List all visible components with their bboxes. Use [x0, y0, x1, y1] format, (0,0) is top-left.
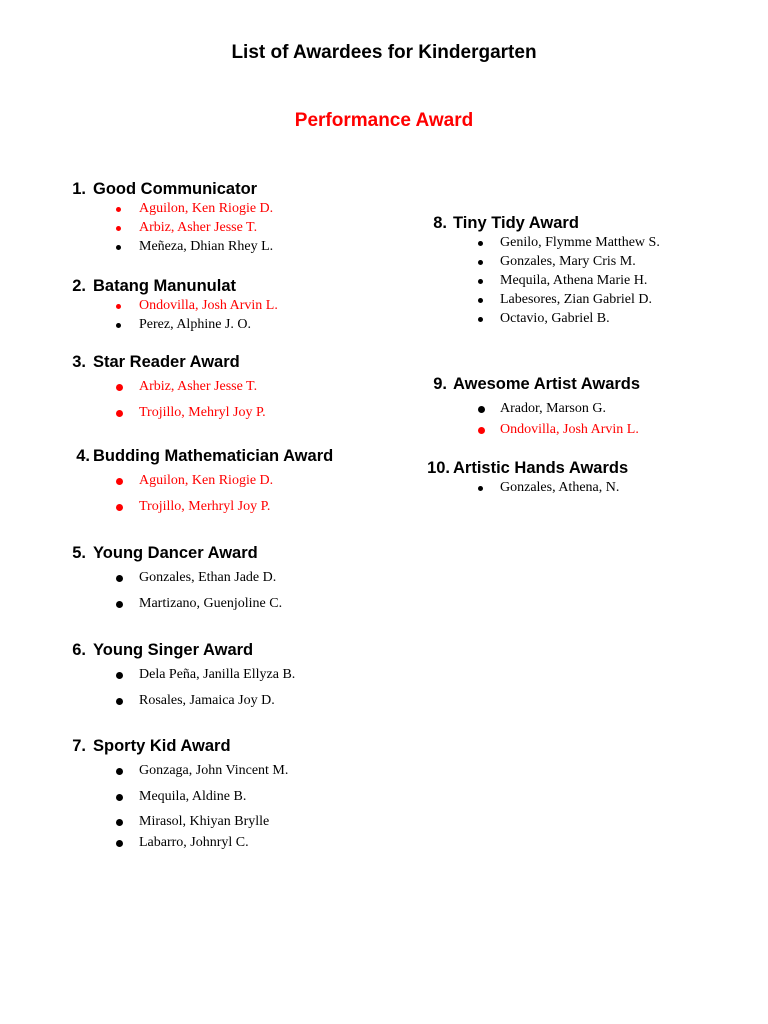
bullet-icon: [116, 226, 121, 231]
award-heading: [68, 275, 236, 297]
award-number: 10.: [427, 459, 450, 477]
award-section: [68, 735, 289, 850]
awardee-name: Ondovilla, Josh Arvin L.: [500, 422, 639, 437]
award-number: 7.: [72, 737, 86, 755]
awardee-name: Arador, Marson G.: [500, 401, 606, 416]
awardee-name: Octavio, Gabriel B.: [500, 311, 610, 326]
award-title: Star Reader Award: [93, 353, 240, 371]
award-heading: [68, 178, 258, 200]
bullet-icon: [116, 478, 123, 485]
awardee-name: Rosales, Jamaica Joy D.: [139, 693, 275, 708]
awardee-name: Meñeza, Dhian Rhey L.: [139, 239, 274, 254]
bullet-icon: [116, 840, 123, 847]
award-number: 5.: [72, 544, 86, 562]
award-heading: [429, 373, 641, 395]
award-title: Batang Manunulat: [93, 277, 236, 295]
award-section: [68, 178, 274, 254]
bullet-icon: [478, 406, 485, 413]
awardee-name: Ondovilla, Josh Arvin L.: [139, 298, 278, 313]
bullet-icon: [478, 486, 483, 491]
award-section: [68, 639, 296, 708]
awardee-name: Aguilon, Ken Riogie D.: [139, 473, 274, 488]
award-number: 2.: [72, 277, 86, 295]
awardee-name: Trojillo, Mehryl Joy P.: [139, 405, 266, 420]
bullet-icon: [116, 794, 123, 801]
award-heading: [424, 457, 629, 479]
bullet-icon: [116, 384, 123, 391]
bullet-icon: [478, 279, 483, 284]
document-title: List of Awardees for Kindergarten: [231, 42, 537, 63]
bullet-icon: [478, 317, 483, 322]
awardee-name: Mequila, Athena Marie H.: [500, 273, 648, 288]
award-title: Good Communicator: [93, 180, 258, 198]
bullet-icon: [116, 245, 121, 250]
award-number: 8.: [433, 214, 447, 232]
awardee-name: Genilo, Flymme Matthew S.: [500, 235, 660, 250]
award-heading: [68, 639, 254, 661]
award-section: [429, 212, 660, 326]
award-heading: [68, 351, 240, 373]
bullet-icon: [478, 241, 483, 246]
bullet-icon: [116, 323, 121, 328]
award-title: Tiny Tidy Award: [453, 214, 579, 232]
award-number: 3.: [72, 353, 86, 371]
bullet-icon: [116, 601, 123, 608]
bullet-icon: [116, 575, 123, 582]
award-heading: [68, 542, 258, 564]
awardee-name: Dela Peña, Janilla Ellyza B.: [139, 667, 296, 682]
award-title: Awesome Artist Awards: [453, 375, 641, 393]
awardee-name: Gonzales, Mary Cris M.: [500, 254, 636, 269]
bullet-icon: [116, 672, 123, 679]
awardee-name: Trojillo, Merhryl Joy P.: [139, 499, 271, 514]
awardee-name: Gonzales, Ethan Jade D.: [139, 570, 277, 585]
awardee-name: Gonzaga, John Vincent M.: [139, 763, 289, 778]
awardee-name: Mirasol, Khiyan Brylle: [139, 814, 270, 829]
award-section: [429, 373, 641, 437]
bullet-icon: [116, 768, 123, 775]
award-number: 1.: [72, 180, 86, 198]
bullet-icon: [478, 260, 483, 265]
bullet-icon: [116, 819, 123, 826]
award-section: [68, 275, 278, 332]
bullet-icon: [116, 504, 123, 511]
award-heading: [74, 445, 334, 467]
awardee-name: Arbiz, Asher Jesse T.: [139, 220, 258, 235]
award-section: [424, 457, 629, 495]
bullet-icon: [116, 410, 123, 417]
award-heading: [429, 212, 579, 234]
bullet-icon: [116, 698, 123, 705]
awardee-name: Labarro, Johnryl C.: [139, 835, 249, 850]
award-section: [68, 351, 266, 420]
award-title: Artistic Hands Awards: [453, 459, 629, 477]
award-title: Budding Mathematician Award: [93, 447, 334, 465]
award-section: [74, 445, 334, 514]
awardee-name: Arbiz, Asher Jesse T.: [139, 379, 258, 394]
bullet-icon: [478, 298, 483, 303]
awardee-name: Perez, Alphine J. O.: [139, 317, 251, 332]
award-number: 4.: [76, 447, 90, 465]
awardee-name: Mequila, Aldine B.: [139, 789, 247, 804]
bullet-icon: [478, 427, 485, 434]
award-title: Young Dancer Award: [93, 544, 258, 562]
awardee-name: Gonzales, Athena, N.: [500, 480, 620, 495]
award-section: [68, 542, 283, 611]
award-number: 6.: [72, 641, 86, 659]
award-heading: [68, 735, 231, 757]
awardee-name: Aguilon, Ken Riogie D.: [139, 201, 274, 216]
bullet-icon: [116, 207, 121, 212]
award-title: Sporty Kid Award: [93, 737, 231, 755]
award-number: 9.: [433, 375, 447, 393]
section-title: Performance Award: [294, 110, 474, 131]
awardee-name: Labesores, Zian Gabriel D.: [500, 292, 652, 307]
award-title: Young Singer Award: [93, 641, 254, 659]
bullet-icon: [116, 304, 121, 309]
awardee-name: Martizano, Guenjoline C.: [139, 596, 283, 611]
